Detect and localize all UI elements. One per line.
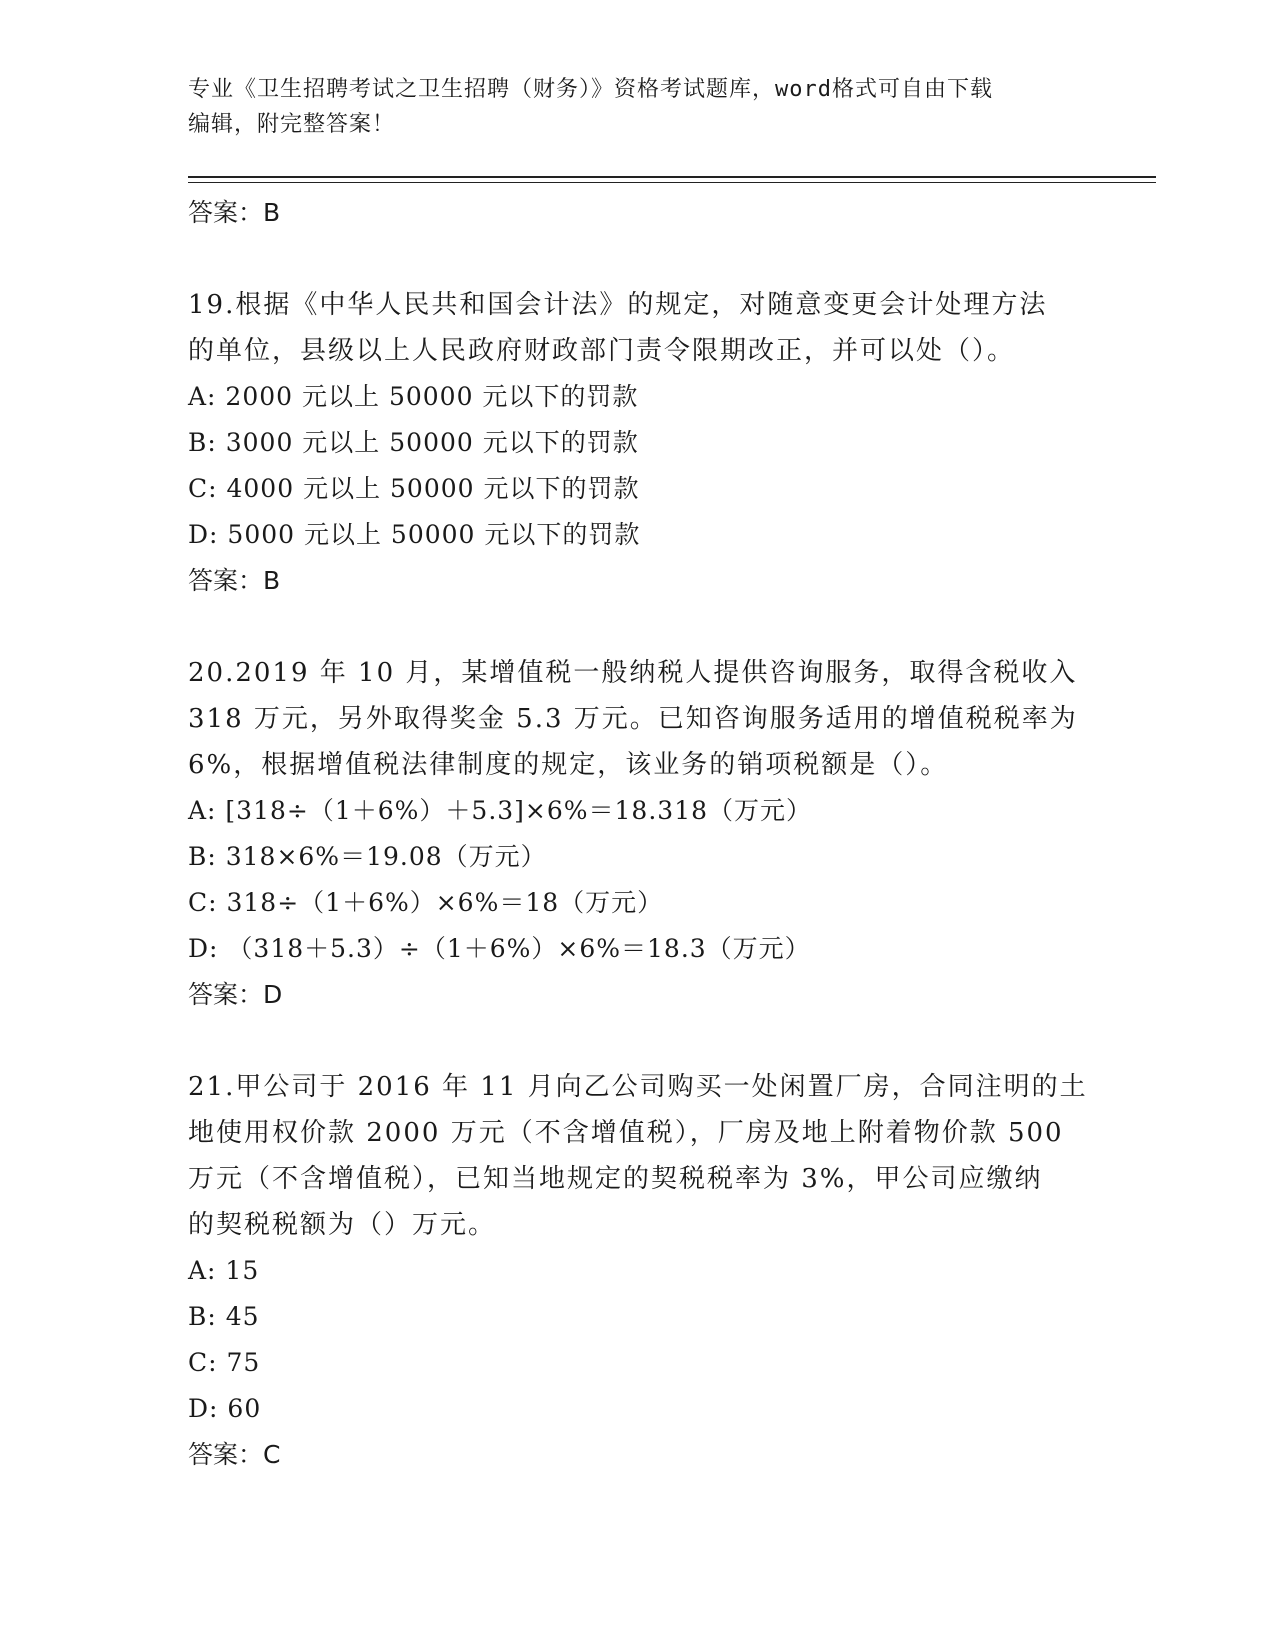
- option-d: D: 5000 元以上 50000 元以下的罚款: [188, 520, 641, 549]
- answer-label: 答案：B: [188, 198, 281, 227]
- document-header: [188, 72, 1068, 142]
- option-d: D: 60: [188, 1394, 262, 1423]
- question-text-line: 19.根据《中华人民共和国会计法》的规定，对随意变更会计处理方法: [188, 290, 1048, 320]
- option-b: B: 45: [188, 1302, 260, 1331]
- option-d: D: （318＋5.3）÷（1＋6%）×6%＝18.3（万元）: [188, 934, 811, 963]
- header-divider-thick: [188, 176, 1156, 178]
- option-b: B: 3000 元以上 50000 元以下的罚款: [188, 428, 639, 457]
- question-text-line: 318 万元，另外取得奖金 5.3 万元。已知咨询服务适用的增值税税率为: [188, 704, 1078, 734]
- answer-label: 答案：C: [188, 1440, 281, 1469]
- question-20: [188, 650, 1088, 1018]
- question-text-line: 6%，根据增值税法律制度的规定，该业务的销项税额是（）。: [188, 750, 949, 780]
- question-text-line: 万元（不含增值税），已知当地规定的契税税率为 3%，甲公司应缴纳: [188, 1164, 1043, 1194]
- header-line-2: 编辑，附完整答案！: [188, 112, 396, 137]
- option-c: C: 318÷（1＋6%）×6%＝18（万元）: [188, 888, 664, 917]
- question-text-line: 地使用权价款 2000 万元（不含增值税），厂房及地上附着物价款 500: [188, 1118, 1064, 1148]
- answer-label: 答案：D: [188, 980, 283, 1009]
- question-text-line: 21.甲公司于 2016 年 11 月向乙公司购买一处闲置厂房，合同注明的土: [188, 1072, 1088, 1102]
- option-a: A: 2000 元以上 50000 元以下的罚款: [188, 382, 639, 411]
- header-divider-thin: [188, 182, 1156, 183]
- option-a: A: [318÷（1＋6%）＋5.3]×6%＝18.318（万元）: [188, 796, 813, 825]
- question-text-line: 的契税税额为（）万元。: [188, 1210, 497, 1240]
- question-21: [188, 1064, 1088, 1478]
- option-c: C: 4000 元以上 50000 元以下的罚款: [188, 474, 640, 503]
- option-b: B: 318×6%＝19.08（万元）: [188, 842, 547, 871]
- question-19: [188, 282, 1088, 604]
- option-c: C: 75: [188, 1348, 261, 1377]
- header-line-1: 专业《卫生招聘考试之卫生招聘（财务）》资格考试题库，word格式可自由下载: [188, 77, 993, 102]
- question-text-line: 的单位，县级以上人民政府财政部门责令限期改正，并可以处（）。: [188, 336, 1016, 366]
- question-text-line: 20.2019 年 10 月，某增值税一般纳税人提供咨询服务，取得含税收入: [188, 658, 1078, 688]
- document-body: [188, 190, 1088, 1478]
- option-a: A: 15: [188, 1256, 260, 1285]
- answer-label: 答案：B: [188, 566, 281, 595]
